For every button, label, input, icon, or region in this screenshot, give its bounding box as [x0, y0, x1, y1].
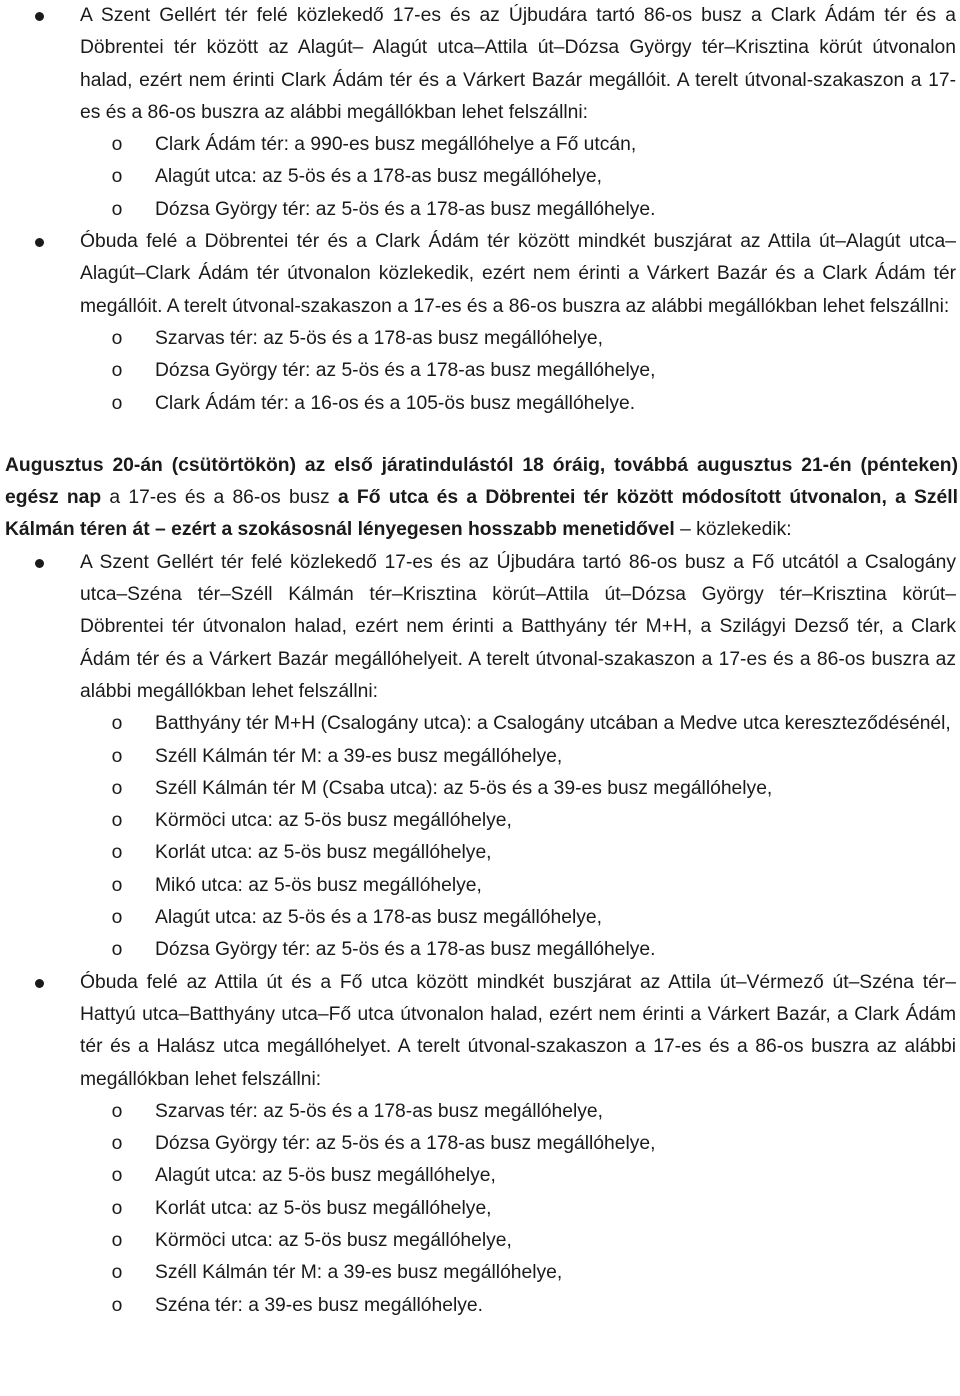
bullet-list-lower [0, 547, 960, 1322]
sub-list-item [80, 773, 956, 805]
sub-bullet-icon: o [111, 939, 123, 961]
sub-list [80, 708, 956, 966]
sub-list-item [80, 194, 956, 226]
sub-bullet-icon: o [111, 327, 123, 349]
sub-bullet-icon: o [111, 1165, 123, 1187]
bullet-list-upper [0, 0, 960, 420]
intro-bold-route: a Fő utca és a Döbrentei tér között módosított útvonalon, a Széll Kálmán téren át – ezért a szokásosnál lényegesen hosszabb menetidővel [5, 487, 958, 541]
sub-item-text: Alagút utca: az 5-ös busz megállóhelye, [155, 1165, 496, 1187]
bullet-dot-icon [35, 979, 44, 988]
sub-item-text: Alagút utca: az 5-ös és a 178-as busz megállóhelye, [155, 166, 602, 188]
sub-bullet-icon: o [111, 1294, 123, 1316]
bullet-dot-icon [35, 559, 44, 568]
sub-bullet-icon: o [111, 1100, 123, 1122]
sub-list-item [80, 1128, 956, 1160]
sub-list-item [80, 1290, 956, 1322]
paragraph-gap [0, 420, 960, 450]
sub-list-item [80, 1160, 956, 1192]
sub-list-item [80, 1193, 956, 1225]
intro-buses: a 17-es és a 86-os busz [101, 487, 338, 509]
bullet-text: Óbuda felé a Döbrentei tér és a Clark Ádám tér között mindkét buszjárat az Attila út–Alagút utca–Alagút–Clark Ádám tér útvonalon közlekedik, ezért nem érinti a Várkert Bazár és a Clark Ádám tér megállóit. A terelt útvonal-szakaszon a 17-es és a 86-os buszra az alábbi megállókban lehet felszállni: [80, 231, 956, 317]
sub-bullet-icon: o [111, 842, 123, 864]
sub-bullet-icon: o [111, 907, 123, 929]
sub-bullet-icon: o [111, 1197, 123, 1219]
sub-item-text: Széll Kálmán tér M: a 39-es busz megállóhelye, [155, 745, 563, 767]
sub-bullet-icon: o [111, 874, 123, 896]
sub-list-item [80, 161, 956, 193]
sub-list [80, 129, 956, 226]
intro-bold-date: Augusztus 20-án (csütörtökön) az első járatindulástól 18 óráig, továbbá augusztus 21-én (pénteken) egész nap [5, 454, 958, 509]
sub-list-item [80, 870, 956, 902]
bullet-text: A Szent Gellért tér felé közlekedő 17-es és az Újbudára tartó 86-os busz a Fő utcától a Csalogány utca–Széna tér–Széll Kálmán tér–Krisztina körút–Attila út–Dózsa György tér–Krisztina körút–Döbrentei tér útvonalon halad, ezért nem érinti a Batthyány tér M+H, a Szilágyi Dezső tér, a Clark Ádám tér és a Várkert Bazár megállóhelyeit. A terelt útvonal-szakaszon a 17-es és a 86-os buszra az alábbi megállókban lehet felszállni: [80, 551, 956, 702]
list-item [0, 0, 960, 226]
sub-list-item [80, 388, 956, 420]
sub-list-item [80, 741, 956, 773]
bullet-dot-icon [35, 238, 44, 247]
list-item [0, 967, 960, 1322]
list-item [0, 226, 960, 420]
sub-item-text: Batthyány tér M+H (Csalogány utca): a Csalogány utcában a Medve utca kereszteződésénél, [155, 713, 951, 735]
list-item [0, 547, 960, 967]
sub-bullet-icon: o [111, 745, 123, 767]
sub-bullet-icon: o [111, 1262, 123, 1284]
sub-item-text: Clark Ádám tér: a 16-os és a 105-ös busz megállóhelye. [155, 392, 636, 414]
sub-bullet-icon: o [111, 198, 123, 220]
sub-list-item [80, 708, 956, 740]
sub-list-item [80, 805, 956, 837]
sub-bullet-icon: o [111, 360, 123, 382]
sub-item-text: Alagút utca: az 5-ös és a 178-as busz megállóhelye, [155, 907, 602, 929]
sub-bullet-icon: o [111, 1133, 123, 1155]
sub-item-text: Szarvas tér: az 5-ös és a 178-as busz megállóhelye, [155, 1100, 603, 1122]
sub-list [80, 323, 956, 420]
sub-bullet-icon: o [111, 166, 123, 188]
sub-list-item [80, 1096, 956, 1128]
bullet-dot-icon [35, 12, 44, 21]
sub-list-item [80, 323, 956, 355]
sub-bullet-icon: o [111, 713, 123, 735]
sub-list-item [80, 129, 956, 161]
sub-list-item [80, 1225, 956, 1257]
sub-item-text: Korlát utca: az 5-ös busz megállóhelye, [155, 842, 492, 864]
sub-item-text: Körmöci utca: az 5-ös busz megállóhelye, [155, 810, 512, 832]
sub-list-item [80, 934, 956, 966]
intro-paragraph [0, 450, 960, 547]
sub-bullet-icon: o [111, 777, 123, 799]
sub-item-text: Dózsa György tér: az 5-ös és a 178-as busz megállóhelye, [155, 1133, 656, 1155]
sub-item-text: Mikó utca: az 5-ös busz megállóhelye, [155, 874, 482, 896]
sub-bullet-icon: o [111, 810, 123, 832]
sub-item-text: Széna tér: a 39-es busz megállóhelye. [155, 1294, 483, 1316]
bullet-text: Óbuda felé az Attila út és a Fő utca között mindkét buszjárat az Attila út–Vérmező út–Széna tér–Hattyú utca–Batthyány utca–Fő utca útvonalon halad, ezért nem érinti a Várkert Bazár, a Clark Ádám tér és a Halász utca megállóhelyet. A terelt útvonal-szakaszon a 17-es és a 86-os buszra az alábbi megállókban lehet felszállni: [80, 971, 956, 1090]
sub-item-text: Dózsa György tér: az 5-ös és a 178-as busz megállóhelye. [155, 198, 656, 220]
sub-bullet-icon: o [111, 392, 123, 414]
sub-item-text: Széll Kálmán tér M (Csaba utca): az 5-ös és a 39-es busz megállóhelye, [155, 777, 773, 799]
bullet-text: A Szent Gellért tér felé közlekedő 17-es és az Újbudára tartó 86-os busz a Clark Ádám tér és a Döbrentei tér között az Alagút– Alagút utca–Attila út–Dózsa György tér–Krisztina körút útvonalon halad, ezért nem érinti Clark Ádám tér és a Várkert Bazár megállóit. A terelt útvonal-szakaszon a 17-es és a 86-os buszra az alábbi megállókban lehet felszállni: [80, 5, 956, 123]
sub-list-item [80, 837, 956, 869]
sub-bullet-icon: o [111, 134, 123, 156]
intro-tail: – közlekedik: [674, 519, 792, 541]
sub-list [80, 1096, 956, 1322]
sub-list-item [80, 1257, 956, 1289]
sub-item-text: Dózsa György tér: az 5-ös és a 178-as busz megállóhelye, [155, 360, 656, 382]
sub-item-text: Korlát utca: az 5-ös busz megállóhelye, [155, 1197, 492, 1219]
sub-item-text: Dózsa György tér: az 5-ös és a 178-as busz megállóhelye. [155, 939, 656, 961]
sub-item-text: Clark Ádám tér: a 990-es busz megállóhelye a Fő utcán, [155, 134, 637, 156]
sub-item-text: Szarvas tér: az 5-ös és a 178-as busz megállóhelye, [155, 327, 603, 349]
sub-bullet-icon: o [111, 1229, 123, 1251]
sub-list-item [80, 902, 956, 934]
sub-list-item [80, 355, 956, 387]
sub-item-text: Széll Kálmán tér M: a 39-es busz megállóhelye, [155, 1262, 563, 1284]
sub-item-text: Körmöci utca: az 5-ös busz megállóhelye, [155, 1229, 512, 1251]
